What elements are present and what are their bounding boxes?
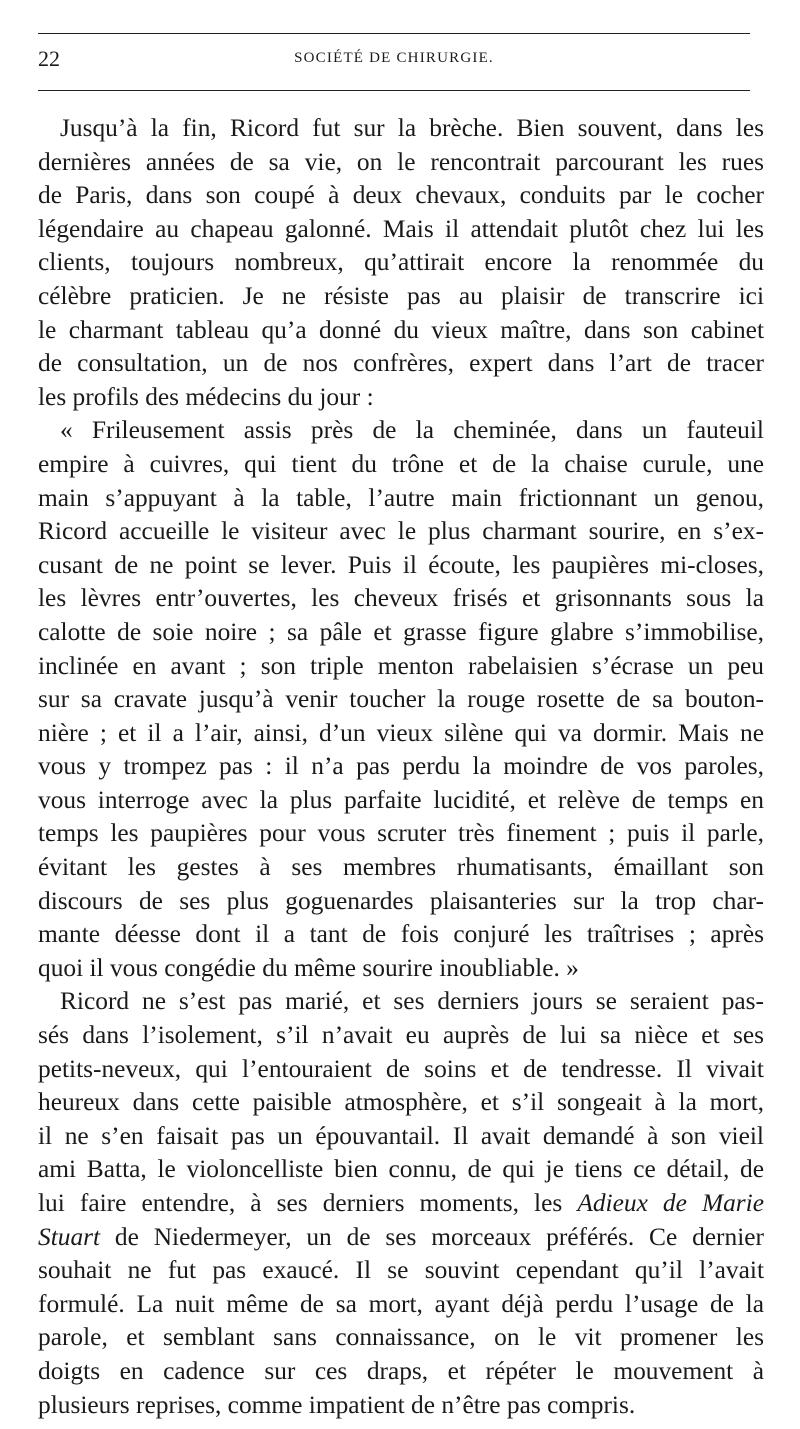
text-line-with-italic (38, 1187, 764, 1221)
italic-title-part: Adieux de Marie (577, 1189, 764, 1217)
text-line: sur sa cravate jusqu’à venir toucher la rouge rosette de sa bouton- (38, 685, 764, 714)
text-line: mante déesse dont il a tant de fois conjuré les traîtrises ; après (38, 920, 764, 949)
text-line: le charmant tableau qu’a donné du vieux maître, dans son cabinet (38, 315, 764, 344)
text-line: les lèvres entr’ouvertes, les cheveux frisés et grisonnants sous la (38, 584, 764, 613)
text-line: sés dans l’isolement, s’il n’avait eu auprès de lui sa nièce et ses (38, 1021, 764, 1050)
text-line: inclinée en avant ; son triple menton rabelaisien s’écrase un peu (38, 651, 764, 680)
text-line: légendaire au chapeau galonné. Mais il attendait plutôt chez lui les (38, 214, 764, 243)
running-title: SOCIÉTÉ DE CHIRURGIE. (294, 50, 494, 66)
text-line: il ne s’en faisait pas un épouvantail. Il avait demandé à son vieil (38, 1121, 764, 1150)
text-line: plusieurs reprises, comme impatient de n’être pas compris. (38, 1390, 636, 1419)
text-line: petits-neveux, qui l’entouraient de soins et de tendresse. Il vivait (38, 1054, 764, 1083)
text-segment: lui faire entendre, à ses derniers moments, les (38, 1189, 563, 1217)
text-line: de consultation, un de nos confrères, expert dans l’art de tracer (38, 349, 764, 378)
page-header (38, 46, 750, 72)
text-line: vous interroge avec la plus parfaite lucidité, et relève de temps en (38, 785, 764, 814)
text-line: « Frileusement assis près de la cheminée, dans un fauteuil (60, 416, 764, 445)
text-line: ami Batta, le violoncelliste bien connu, de qui je tiens ce détail, de (38, 1155, 764, 1184)
body-text (38, 112, 764, 1422)
text-line: quoi il vous congédie du même sourire inoubliable. » (38, 953, 579, 982)
text-line: doigts en cadence sur ces draps, et répéter le mouvement à (38, 1356, 764, 1385)
text-line: cusant de ne point se lever. Puis il écoute, les paupières mi-closes, (38, 550, 764, 579)
text-line-with-italic (38, 1221, 764, 1255)
text-line: discours de ses plus goguenardes plaisanteries sur la trop char- (38, 886, 764, 915)
text-segment: de Niedermeyer, un de ses morceaux préférés. Ce dernier (114, 1222, 764, 1251)
text-line: parole, et semblant sans connaissance, on le vit promener les (38, 1323, 764, 1352)
text-line: main s’appuyant à la table, l’autre main frictionnant un genou, (38, 483, 764, 512)
page-number: 22 (38, 46, 60, 71)
text-line: formulé. La nuit même de sa mort, ayant déjà perdu l’usage de la (38, 1289, 764, 1318)
text-line: empire à cuivres, qui tient du trône et de la chaise curule, une (38, 449, 764, 478)
text-line: de Paris, dans son coupé à deux chevaux, conduits par le cocher (38, 181, 764, 210)
text-line: dernières années de sa vie, on le rencontrait parcourant les rues (38, 147, 764, 176)
text-line: Jusqu’à la fin, Ricord fut sur la brèche. Bien souvent, dans les (60, 114, 764, 142)
header-bottom-rule (38, 90, 750, 91)
italic-title-part: Stuart (38, 1222, 101, 1251)
text-line: vous y trompez pas : il n’a pas perdu la moindre de vos paroles, (38, 752, 764, 781)
header-top-rule (38, 33, 750, 34)
text-line: calotte de soie noire ; sa pâle et grasse figure glabre s’immobilise, (38, 617, 764, 646)
text-line: célèbre praticien. Je ne résiste pas au plaisir de transcrire ici (38, 281, 764, 310)
text-line: clients, toujours nombreux, qu’attirait encore la renommée du (38, 248, 764, 277)
text-line: heureux dans cette paisible atmosphère, et s’il songeait à la mort, (38, 1088, 764, 1117)
text-line: temps les paupières pour vous scruter très finement ; puis il parle, (38, 819, 764, 848)
text-line: Ricord ne s’est pas marié, et ses derniers jours se seraient pas- (60, 987, 764, 1016)
text-line: souhait ne fut pas exaucé. Il se souvint cependant qu’il l’avait (38, 1256, 764, 1285)
text-line: Ricord accueille le visiteur avec le plus charmant sourire, en s’ex- (38, 517, 764, 546)
text-line: nière ; et il a l’air, ainsi, d’un vieux silène qui va dormir. Mais ne (38, 718, 764, 747)
text-line: les profils des médecins du jour : (38, 382, 374, 411)
text-line: évitant les gestes à ses membres rhumatisants, émaillant son (38, 853, 764, 882)
